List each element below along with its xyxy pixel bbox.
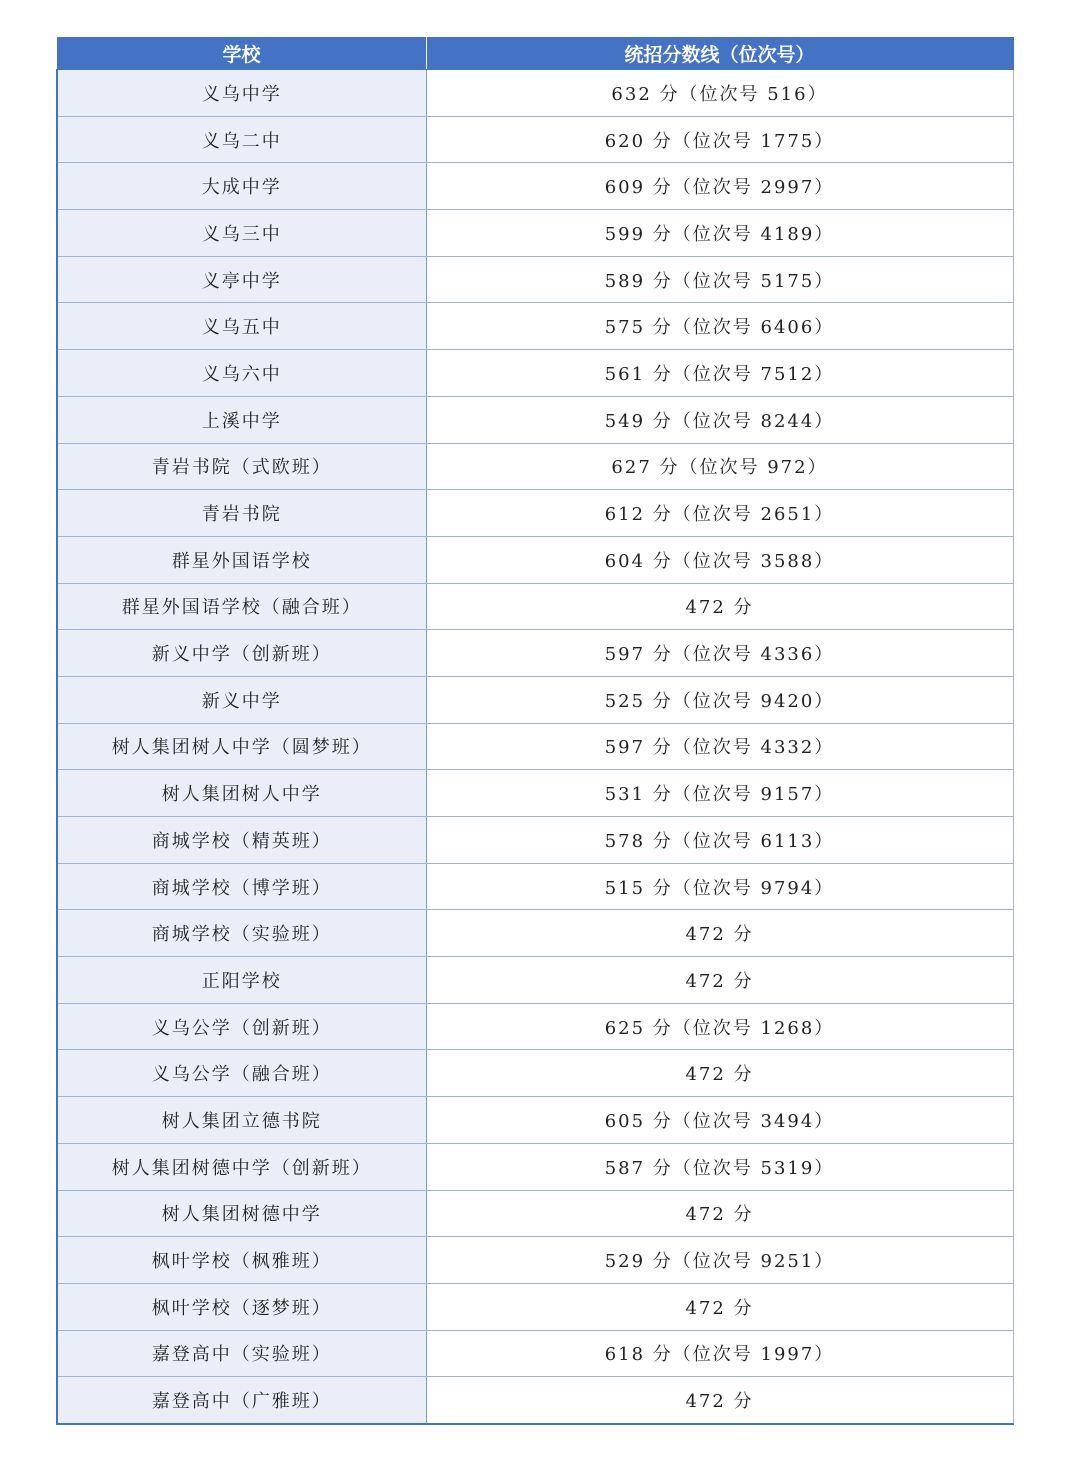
- school-cell: 义乌二中: [57, 116, 426, 163]
- table-row: [57, 396, 1013, 443]
- table-row: [57, 910, 1013, 957]
- table-header-row: [57, 38, 1013, 70]
- school-cell: 大成中学: [57, 163, 426, 210]
- score-cell: 618 分（位次号 1997）: [426, 1330, 1013, 1377]
- table-row: [57, 443, 1013, 490]
- table-row: [57, 770, 1013, 817]
- school-cell: 青岩书院（式欧班）: [57, 443, 426, 490]
- school-cell: 群星外国语学校: [57, 536, 426, 583]
- table-row: [57, 163, 1013, 210]
- table-row: [57, 817, 1013, 864]
- school-cell: 树人集团树人中学: [57, 770, 426, 817]
- score-cell: 472 分: [426, 1190, 1013, 1237]
- school-cell: 义乌中学: [57, 70, 426, 117]
- score-cell: 612 分（位次号 2651）: [426, 490, 1013, 537]
- header-score: 统招分数线（位次号）: [426, 38, 1013, 70]
- table-row: [57, 70, 1013, 117]
- school-cell: 嘉登高中（广雅班）: [57, 1377, 426, 1424]
- score-cell: 589 分（位次号 5175）: [426, 256, 1013, 303]
- table-row: [57, 1237, 1013, 1284]
- admission-score-table: [56, 37, 1014, 1425]
- score-cell: 599 分（位次号 4189）: [426, 210, 1013, 257]
- table-row: [57, 1003, 1013, 1050]
- score-cell: 632 分（位次号 516）: [426, 70, 1013, 117]
- table-row: [57, 1190, 1013, 1237]
- school-cell: 嘉登高中（实验班）: [57, 1330, 426, 1377]
- score-cell: 625 分（位次号 1268）: [426, 1003, 1013, 1050]
- school-cell: 枫叶学校（枫雅班）: [57, 1237, 426, 1284]
- table-row: [57, 630, 1013, 677]
- table-row: [57, 1143, 1013, 1190]
- score-table-container: [56, 37, 1012, 1425]
- table-row: [57, 256, 1013, 303]
- school-cell: 正阳学校: [57, 957, 426, 1004]
- school-cell: 义乌公学（融合班）: [57, 1050, 426, 1097]
- school-cell: 义乌三中: [57, 210, 426, 257]
- score-cell: 472 分: [426, 1283, 1013, 1330]
- table-row: [57, 1050, 1013, 1097]
- score-cell: 529 分（位次号 9251）: [426, 1237, 1013, 1284]
- score-cell: 515 分（位次号 9794）: [426, 863, 1013, 910]
- table-row: [57, 536, 1013, 583]
- school-cell: 青岩书院: [57, 490, 426, 537]
- table-row: [57, 303, 1013, 350]
- school-cell: 新义中学（创新班）: [57, 630, 426, 677]
- score-cell: 472 分: [426, 910, 1013, 957]
- score-cell: 597 分（位次号 4336）: [426, 630, 1013, 677]
- school-cell: 义乌六中: [57, 350, 426, 397]
- table-row: [57, 1283, 1013, 1330]
- score-cell: 578 分（位次号 6113）: [426, 817, 1013, 864]
- score-cell: 472 分: [426, 1377, 1013, 1424]
- table-row: [57, 490, 1013, 537]
- score-cell: 531 分（位次号 9157）: [426, 770, 1013, 817]
- table-row: [57, 863, 1013, 910]
- school-cell: 义乌五中: [57, 303, 426, 350]
- table-body: [57, 70, 1013, 1424]
- school-cell: 义亭中学: [57, 256, 426, 303]
- table-row: [57, 676, 1013, 723]
- header-school: 学校: [57, 38, 426, 70]
- score-cell: 549 分（位次号 8244）: [426, 396, 1013, 443]
- school-cell: 枫叶学校（逐梦班）: [57, 1283, 426, 1330]
- score-cell: 597 分（位次号 4332）: [426, 723, 1013, 770]
- table-row: [57, 957, 1013, 1004]
- score-cell: 620 分（位次号 1775）: [426, 116, 1013, 163]
- school-cell: 商城学校（博学班）: [57, 863, 426, 910]
- score-cell: 472 分: [426, 1050, 1013, 1097]
- school-cell: 树人集团树德中学: [57, 1190, 426, 1237]
- school-cell: 树人集团立德书院: [57, 1097, 426, 1144]
- table-row: [57, 583, 1013, 630]
- table-row: [57, 116, 1013, 163]
- school-cell: 新义中学: [57, 676, 426, 723]
- score-cell: 587 分（位次号 5319）: [426, 1143, 1013, 1190]
- school-cell: 树人集团树人中学（圆梦班）: [57, 723, 426, 770]
- school-cell: 商城学校（实验班）: [57, 910, 426, 957]
- table-row: [57, 350, 1013, 397]
- score-cell: 627 分（位次号 972）: [426, 443, 1013, 490]
- score-cell: 525 分（位次号 9420）: [426, 676, 1013, 723]
- score-cell: 609 分（位次号 2997）: [426, 163, 1013, 210]
- table-row: [57, 1377, 1013, 1424]
- score-cell: 472 分: [426, 583, 1013, 630]
- score-cell: 604 分（位次号 3588）: [426, 536, 1013, 583]
- score-cell: 605 分（位次号 3494）: [426, 1097, 1013, 1144]
- score-cell: 472 分: [426, 957, 1013, 1004]
- school-cell: 树人集团树德中学（创新班）: [57, 1143, 426, 1190]
- table-row: [57, 1330, 1013, 1377]
- score-cell: 575 分（位次号 6406）: [426, 303, 1013, 350]
- table-row: [57, 210, 1013, 257]
- school-cell: 义乌公学（创新班）: [57, 1003, 426, 1050]
- table-row: [57, 1097, 1013, 1144]
- table-row: [57, 723, 1013, 770]
- score-cell: 561 分（位次号 7512）: [426, 350, 1013, 397]
- school-cell: 上溪中学: [57, 396, 426, 443]
- school-cell: 商城学校（精英班）: [57, 817, 426, 864]
- school-cell: 群星外国语学校（融合班）: [57, 583, 426, 630]
